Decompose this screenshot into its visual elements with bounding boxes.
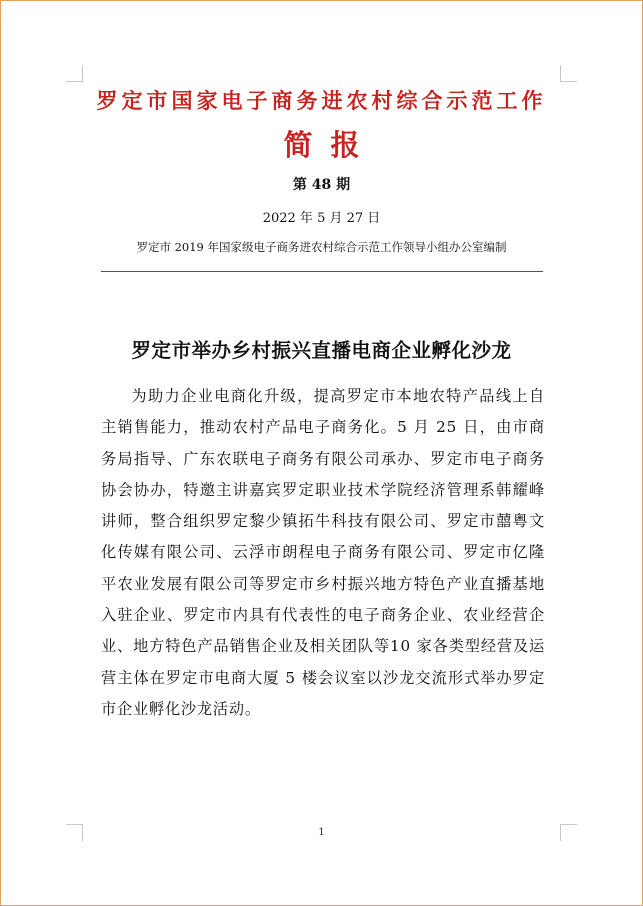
article-body: 为助力企业电商化升级，提高罗定市本地农特产品线上自主销售能力，推动农村产品电子商务化。5 月 25 日，由市商务局指导、广东农联电子商务有限公司承办、罗定市电子商务协会协办，特邀主讲嘉宾罗定职业技术学院经济管理系韩耀峰讲师，整合组织罗定黎少镇拓牛科技有限公司、罗定市囍粤文化传媒有限公司、云浮市朗程电子商务有限公司、罗定市亿隆平农业发展有限公司等罗定市乡村振兴地方特色产业直播基地入驻企业、罗定市内具有代表性的电子商务企业、农业经营企业、地方特色产品销售企业及相关团队等10 家各类型经营及运营主体在罗定市电商大厦 5 楼会议室以沙龙交流形式举办罗定市企业孵化沙龙活动。 <box>101 387 545 718</box>
issue-number: 第 48 期 <box>292 177 351 193</box>
crop-mark-top-left <box>66 65 83 82</box>
page-number: 1 <box>318 827 325 838</box>
organization-title: 罗定市国家电子商务进农村综合示范工作 <box>96 88 547 113</box>
header-divider <box>101 271 543 272</box>
brief-title: 简报 <box>283 128 378 162</box>
crop-mark-top-right <box>560 65 577 82</box>
publish-date: 2022 年 5 月 27 日 <box>262 211 381 226</box>
editor-line: 罗定市 2019 年国家级电子商务进农村综合示范工作领导小组办公室编制 <box>136 240 507 254</box>
article-title: 罗定市举办乡村振兴直播电商企业孵化沙龙 <box>131 339 512 362</box>
